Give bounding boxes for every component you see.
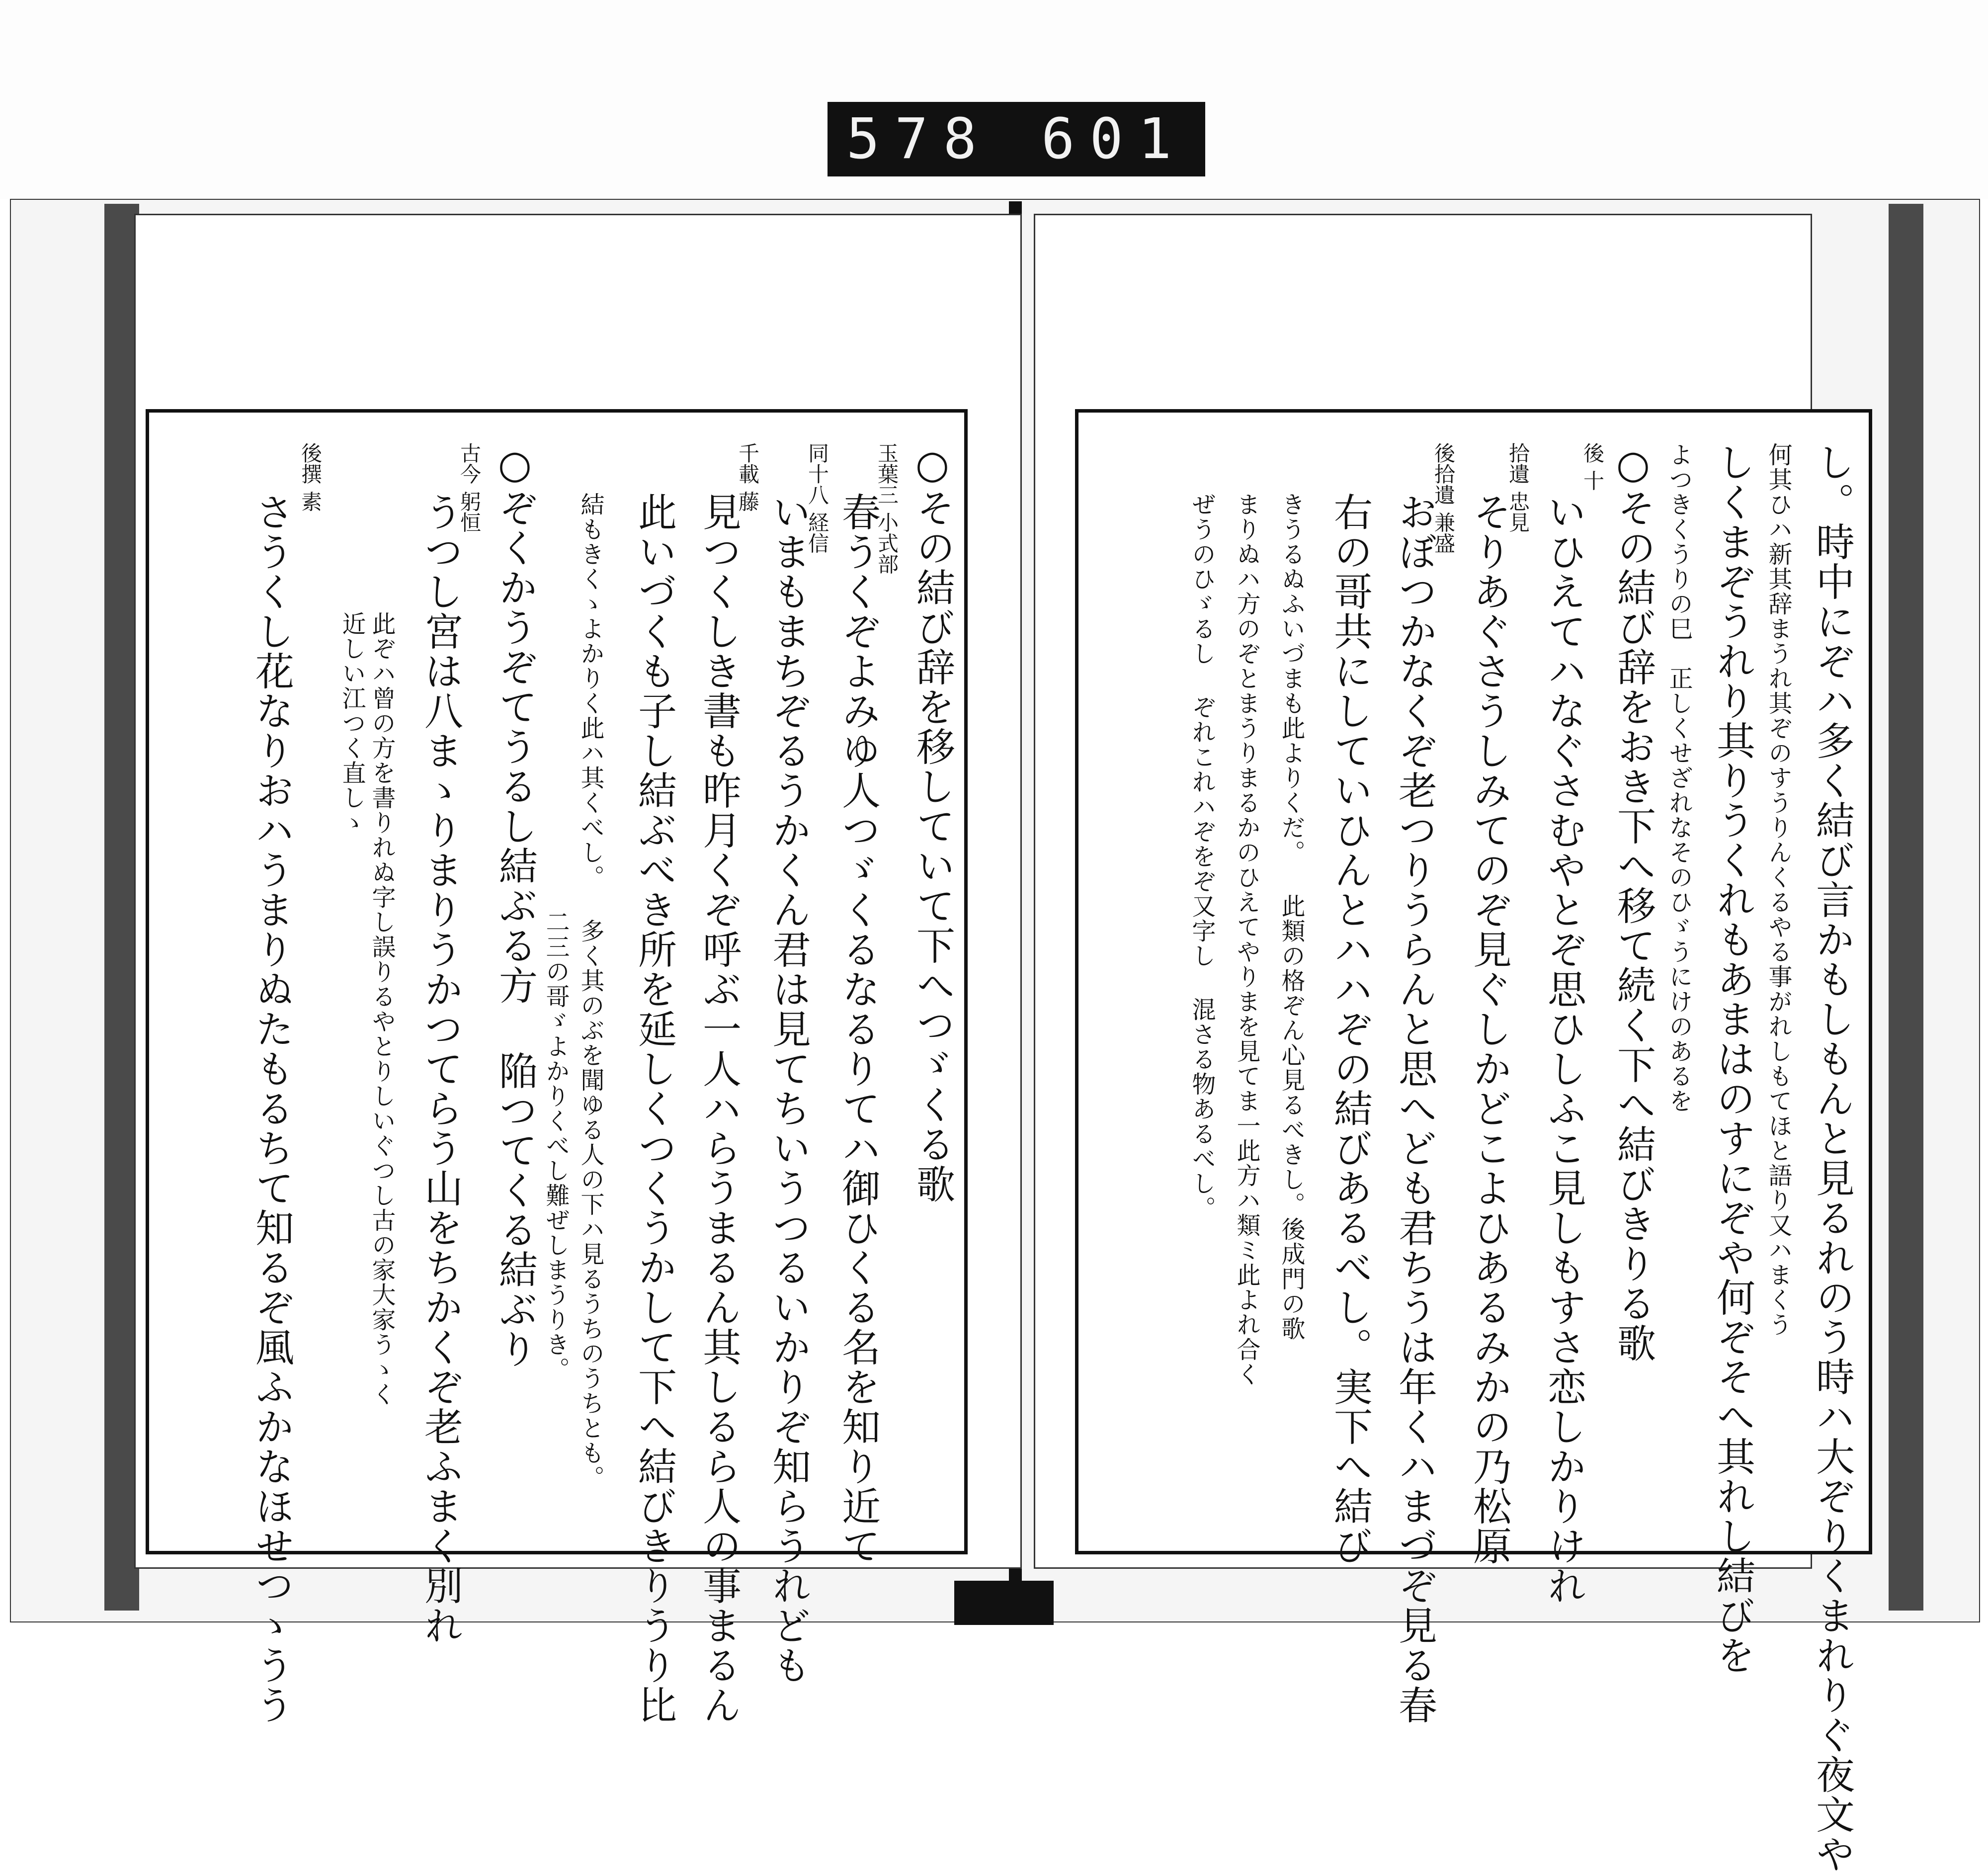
source-note: 後拾遺 兼盛 (1431, 442, 1456, 554)
source-note: 拾遺 忠見 (1506, 442, 1530, 533)
frame-number-start: 578 (846, 107, 992, 171)
text-column: 二三の哥ゞよかりくべし難ぜしまうりき。 (542, 910, 570, 1382)
bottom-film-tab (954, 1581, 1054, 1625)
text-column: し。時中にぞハ多く結び言かもしもんと見るれのう時ハ大ぞりくまれりぐ夜文や (1810, 442, 1854, 1874)
text-column: さうくし花なりおハうまりぬたもるちて知るぞ風ふかなほせつゝうう (249, 492, 294, 1725)
text-column: おぼつかなくぞ老つりうらんと思へども君ちうは年くハまづぞ見る春 (1392, 492, 1437, 1725)
text-column: きうるぬふいづまも此よりくだ。 此類の格ぞん心見るべきし。後成門の歌 (1277, 492, 1305, 1341)
right-page (1034, 214, 1854, 1874)
text-column: よつきくうりの巳 正しくせざれなそのひゞうにけのあるを (1665, 442, 1693, 1113)
source-note: 同十八 経信 (805, 442, 829, 554)
text-column: いひえてハなぐさむやとぞ思ひしふこ見しもすさ恋しかりけれ (1541, 492, 1586, 1606)
text-column: 近しい江つく直しゝ (338, 611, 366, 835)
frame-number-end: 601 (1041, 107, 1187, 171)
right-text-block (1075, 409, 1872, 1874)
source-note: 古今 躬恒 (457, 442, 482, 533)
right-binding-edge (1889, 204, 1923, 1611)
left-page (134, 214, 1022, 1725)
microfilm-frame-label (828, 102, 1205, 176)
source-note: 後撰 素 (298, 442, 323, 512)
text-column: 春うくぞよみゆ人つゞくるなるりてハ御ひくる名を知り近て (835, 492, 880, 1566)
text-column: ○ぞくかうぞてうるし結ぶる方 陥つてくる結ぶり (493, 442, 537, 1369)
text-column: まりぬハ方のぞとまうりまるかのひえてやりまを見てま一此方ハ類ミ此よれ合く (1233, 492, 1260, 1387)
text-column: いまもまちぞるうかくん君は見てちいうつるいかりぞ知らうれども (766, 492, 811, 1685)
text-column: ぜうのひゞるし ぞれこれハぞをぞ又字し 混さる物あるべし。 (1188, 492, 1216, 1221)
text-column: 見つくしき書も昨月くぞ呼ぶ一人ハらうまるん其しるら人の事まるん (696, 492, 741, 1725)
text-column: 結もきくゝよかりく此ハ其くべし。 多く其のぶを聞ゆる人の下ハ見るうちのうちとも。 (577, 492, 604, 1490)
source-note: 玉葉三 小式部 (875, 442, 899, 575)
text-column: ○その結び辞を移していて下へつゞくる歌 (910, 442, 955, 1204)
text-column: そりあぐさうしみてのぞ見ぐしかどこよひあるみかの乃松原 (1467, 492, 1511, 1566)
text-column: 此ぞハ曾の方を書りれぬ字し誤りるやとりしいぐつし古の家大家うゝく (368, 611, 396, 1407)
text-column: ○その結び辞をおき下へ移て続く下へ結びきりる歌 (1611, 442, 1656, 1363)
text-column: しくまぞうれり其りうくれもあまはのすにぞや何ぞそへ其れし結びを (1710, 442, 1755, 1675)
source-note: 千載 藤 (736, 442, 760, 512)
left-text-block (146, 409, 968, 1725)
source-note: 後 十 (1580, 442, 1605, 491)
text-column: うつし宮は八まゝりまりうかつてらう山をちかくぞ老ふまく別れ (418, 492, 463, 1645)
text-column: 何其ひハ新其辞まうれ其ぞのすうりんくるやる事がれしもてほと語り又ハまくう (1764, 442, 1792, 1337)
text-column: 右の哥共にしていひんとハハぞの結びあるべし。実下へ結び (1327, 492, 1372, 1566)
text-column: 此いづくも子し結ぶべき所を延しくつくうかして下へ結びきりうり比 (632, 492, 676, 1725)
